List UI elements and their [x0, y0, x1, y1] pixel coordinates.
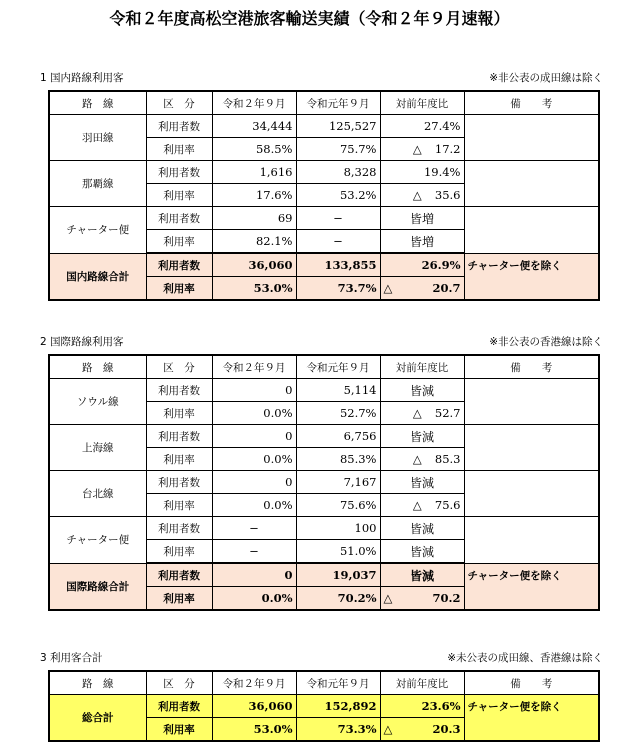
cell-value: 53.0% — [212, 718, 296, 742]
kubun-users: 利用者数 — [146, 517, 212, 540]
cell-biko — [464, 471, 599, 517]
cell-ratio: △ 85.3 — [380, 448, 464, 471]
total-name: 国際路線合計 — [49, 563, 146, 610]
grand-section — [0, 650, 619, 736]
cell-value: − — [296, 207, 380, 230]
cell-ratio: 26.9% — [380, 253, 464, 277]
route-name: 羽田線 — [49, 115, 146, 161]
col-biko: 備 考 — [464, 355, 599, 379]
cell-value: 34,444 — [212, 115, 296, 138]
cell-value: 17.6% — [212, 184, 296, 207]
cell-value: 36,060 — [212, 695, 296, 718]
cell-ratio: △ 20.3 — [380, 718, 464, 742]
section-note: ※未公表の成田線、香港線は除く — [447, 652, 603, 664]
table-row — [49, 425, 599, 448]
cell-ratio: △ 20.7 — [380, 277, 464, 301]
cell-value: 100 — [296, 517, 380, 540]
cell-value: 75.6% — [296, 494, 380, 517]
cell-ratio: 皆増 — [380, 207, 464, 230]
header-row — [49, 355, 599, 379]
kubun-rate: 利用率 — [146, 587, 212, 611]
header-row — [49, 91, 599, 115]
page-title: 令和２年度高松空港旅客輸送実績（令和２年９月速報） — [109, 9, 510, 28]
cell-value: 6,756 — [296, 425, 380, 448]
cell-value: 0 — [212, 379, 296, 402]
cell-biko — [464, 161, 599, 207]
kubun-rate: 利用率 — [146, 494, 212, 517]
cell-ratio: 23.6% — [380, 695, 464, 718]
cell-value: 51.0% — [296, 540, 380, 564]
cell-value: 73.7% — [296, 277, 380, 301]
cell-value: 0 — [212, 425, 296, 448]
cell-value: 0.0% — [212, 494, 296, 517]
international-table — [48, 354, 600, 611]
cell-ratio: 皆減 — [380, 425, 464, 448]
cell-biko — [464, 115, 599, 161]
cell-value: 5,114 — [296, 379, 380, 402]
kubun-users: 利用者数 — [146, 115, 212, 138]
cell-value: 0 — [212, 563, 296, 587]
cell-biko — [464, 517, 599, 564]
table-row — [49, 115, 599, 138]
cell-value: 7,167 — [296, 471, 380, 494]
cell-ratio: 皆増 — [380, 230, 464, 254]
kubun-users: 利用者数 — [146, 379, 212, 402]
cell-value: − — [212, 517, 296, 540]
col-r2: 令和２年９月 — [212, 355, 296, 379]
col-kubun: 区 分 — [146, 355, 212, 379]
cell-ratio: 27.4% — [380, 115, 464, 138]
cell-value: 82.1% — [212, 230, 296, 254]
cell-value: 53.0% — [212, 277, 296, 301]
cell-value: 69 — [212, 207, 296, 230]
kubun-users: 利用者数 — [146, 253, 212, 277]
cell-ratio: 皆減 — [380, 563, 464, 587]
table-row — [49, 161, 599, 184]
route-name: 上海線 — [49, 425, 146, 471]
kubun-rate: 利用率 — [146, 718, 212, 742]
col-ratio: 対前年度比 — [380, 91, 464, 115]
cell-value: 0.0% — [212, 402, 296, 425]
cell-ratio: △ 52.7 — [380, 402, 464, 425]
kubun-rate: 利用率 — [146, 448, 212, 471]
cell-value: 52.7% — [296, 402, 380, 425]
route-name: チャーター便 — [49, 517, 146, 564]
cell-value: 0.0% — [212, 448, 296, 471]
section-note: ※非公表の成田線は除く — [489, 72, 603, 84]
cell-ratio: △ 75.6 — [380, 494, 464, 517]
section-label: 1 国内路線利用客 — [40, 72, 124, 84]
col-route: 路 線 — [49, 671, 146, 695]
route-name: ソウル線 — [49, 379, 146, 425]
cell-ratio: 19.4% — [380, 161, 464, 184]
kubun-users: 利用者数 — [146, 161, 212, 184]
international-section — [0, 334, 619, 605]
grand-table — [48, 670, 600, 742]
col-biko: 備 考 — [464, 671, 599, 695]
table-row — [49, 379, 599, 402]
domestic-section — [0, 70, 619, 295]
cell-biko — [464, 379, 599, 425]
route-name: 台北線 — [49, 471, 146, 517]
kubun-rate: 利用率 — [146, 184, 212, 207]
kubun-rate: 利用率 — [146, 277, 212, 301]
col-route: 路 線 — [49, 91, 146, 115]
col-route: 路 線 — [49, 355, 146, 379]
route-name: 那覇線 — [49, 161, 146, 207]
cell-value: 58.5% — [212, 138, 296, 161]
cell-ratio: △ 35.6 — [380, 184, 464, 207]
kubun-users: 利用者数 — [146, 471, 212, 494]
section-label: 2 国際路線利用客 — [40, 336, 124, 348]
kubun-rate: 利用率 — [146, 540, 212, 564]
total-name: 総合計 — [49, 695, 146, 742]
col-r1: 令和元年９月 — [296, 671, 380, 695]
biko-note: チャーター便を除く — [464, 253, 599, 300]
cell-ratio: 皆減 — [380, 540, 464, 564]
kubun-rate: 利用率 — [146, 138, 212, 161]
col-r1: 令和元年９月 — [296, 355, 380, 379]
biko-note: チャーター便を除く — [464, 695, 599, 742]
kubun-rate: 利用率 — [146, 230, 212, 254]
section-note: ※非公表の香港線は除く — [489, 336, 603, 348]
kubun-users: 利用者数 — [146, 425, 212, 448]
section-label: 3 利用客合計 — [40, 652, 103, 664]
cell-value: 73.3% — [296, 718, 380, 742]
total-name: 国内路線合計 — [49, 253, 146, 300]
table-row — [49, 207, 599, 230]
cell-biko — [464, 425, 599, 471]
table-row — [49, 517, 599, 540]
cell-ratio: 皆減 — [380, 471, 464, 494]
cell-value: 36,060 — [212, 253, 296, 277]
cell-value: 1,616 — [212, 161, 296, 184]
cell-ratio: 皆減 — [380, 517, 464, 540]
grand-total-row — [49, 695, 599, 718]
cell-value: 8,328 — [296, 161, 380, 184]
cell-ratio: △ 17.2 — [380, 138, 464, 161]
route-name: チャーター便 — [49, 207, 146, 254]
kubun-users: 利用者数 — [146, 207, 212, 230]
col-biko: 備 考 — [464, 91, 599, 115]
kubun-rate: 利用率 — [146, 402, 212, 425]
col-r2: 令和２年９月 — [212, 671, 296, 695]
kubun-users: 利用者数 — [146, 695, 212, 718]
cell-ratio: 皆減 — [380, 379, 464, 402]
table-row — [49, 471, 599, 494]
cell-value: − — [212, 540, 296, 564]
cell-value: 70.2% — [296, 587, 380, 611]
cell-value: 85.3% — [296, 448, 380, 471]
cell-value: 0.0% — [212, 587, 296, 611]
cell-value: 53.2% — [296, 184, 380, 207]
header-row — [49, 671, 599, 695]
total-row — [49, 253, 599, 277]
biko-note: チャーター便を除く — [464, 563, 599, 610]
cell-value: 152,892 — [296, 695, 380, 718]
domestic-table — [48, 90, 600, 301]
col-kubun: 区 分 — [146, 671, 212, 695]
col-r1: 令和元年９月 — [296, 91, 380, 115]
cell-value: 0 — [212, 471, 296, 494]
cell-ratio: △ 70.2 — [380, 587, 464, 611]
kubun-users: 利用者数 — [146, 563, 212, 587]
cell-value: 19,037 — [296, 563, 380, 587]
col-r2: 令和２年９月 — [212, 91, 296, 115]
col-kubun: 区 分 — [146, 91, 212, 115]
cell-value: − — [296, 230, 380, 254]
total-row — [49, 563, 599, 587]
col-ratio: 対前年度比 — [380, 671, 464, 695]
cell-value: 125,527 — [296, 115, 380, 138]
cell-value: 133,855 — [296, 253, 380, 277]
cell-biko — [464, 207, 599, 254]
col-ratio: 対前年度比 — [380, 355, 464, 379]
cell-value: 75.7% — [296, 138, 380, 161]
